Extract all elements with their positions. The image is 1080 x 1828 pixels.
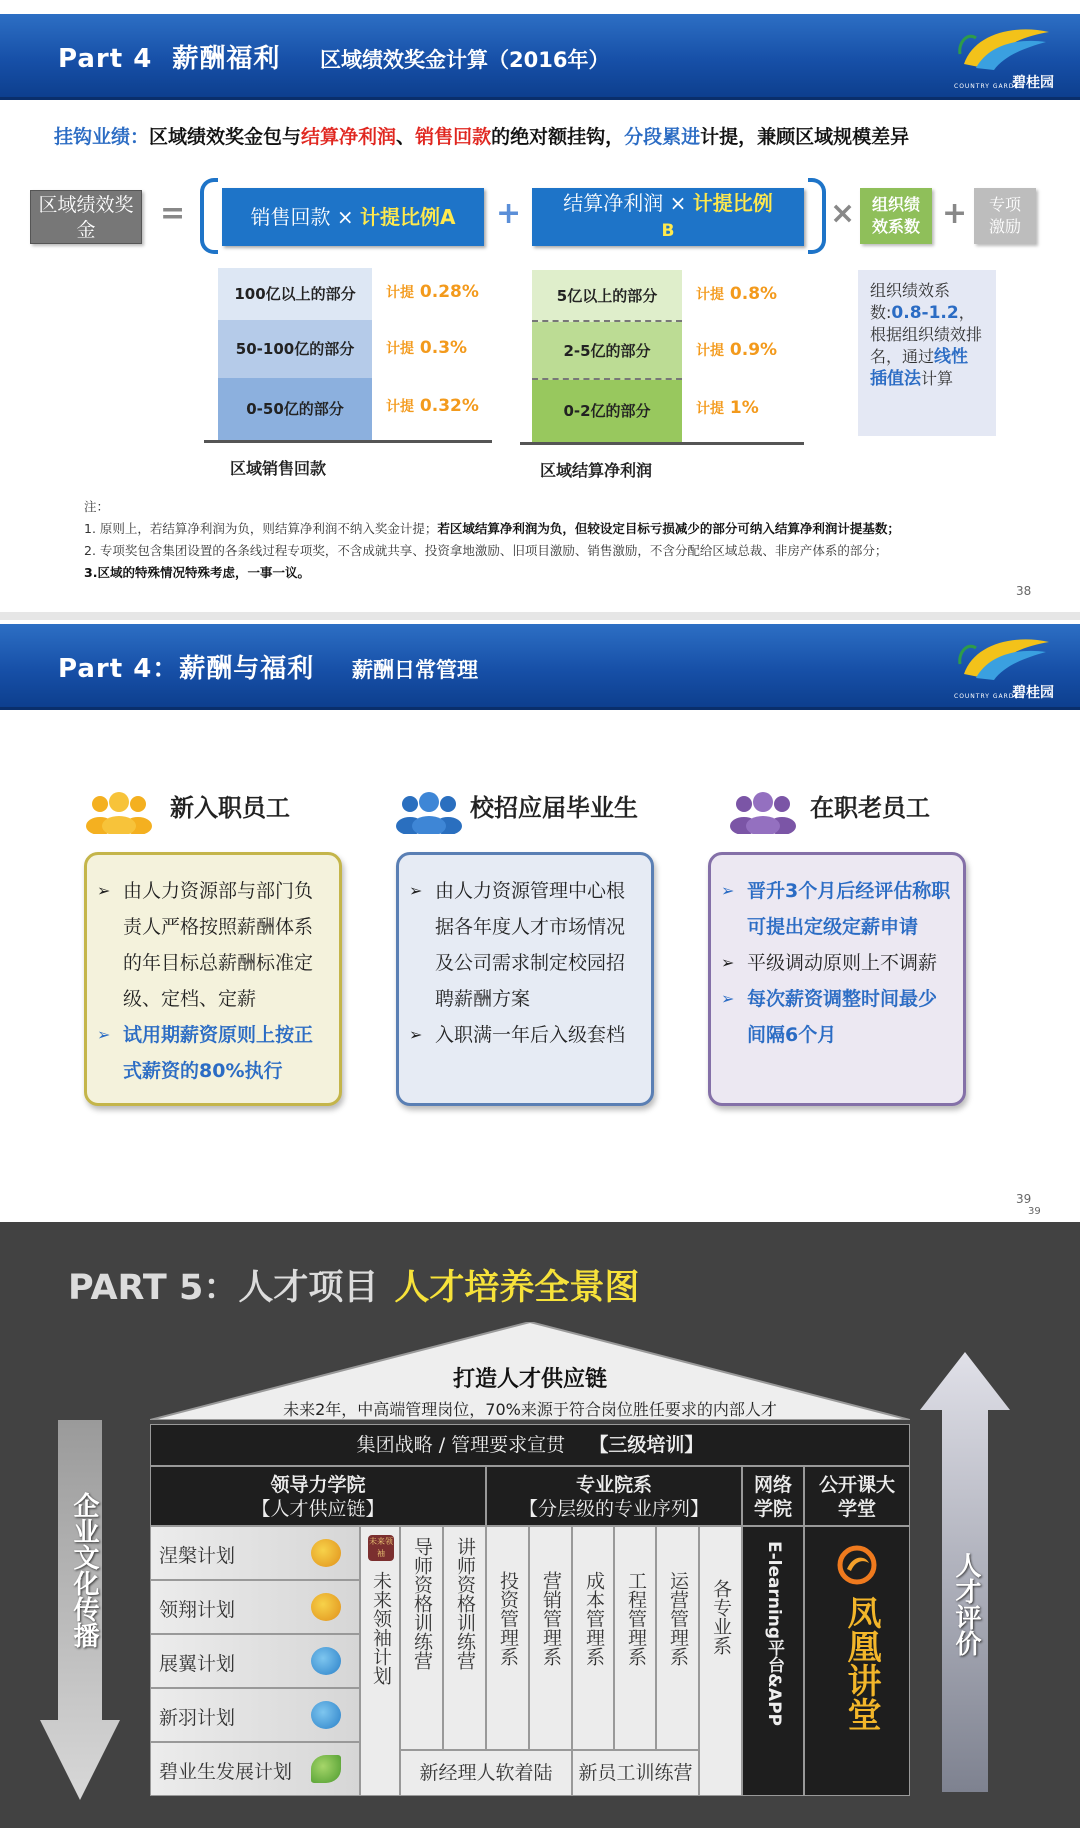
part-label: PART 5：人才项目 bbox=[68, 1268, 379, 1308]
mentor-camp: 导师资格训练营 bbox=[411, 1537, 433, 1670]
culture-communication-label: 企业文化传播 bbox=[69, 1492, 99, 1648]
profit-formula-box: 结算净利润 × 计提比例 B bbox=[532, 188, 804, 246]
mentor-camp-cell bbox=[400, 1526, 443, 1750]
plus-sign: + bbox=[496, 196, 522, 231]
special-incentive-box: 专项激励 bbox=[974, 188, 1036, 244]
org-coefficient-box: 组织绩效系数 bbox=[860, 188, 932, 244]
profit-axis-label: 区域结算净利润 bbox=[540, 461, 653, 480]
slide-separator bbox=[0, 612, 1080, 620]
card-item-highlight: 试用期薪资原则上按正式薪资的80%执行 bbox=[123, 1024, 314, 1082]
logo-subtext: COUNTRY GARDEN bbox=[954, 693, 1025, 700]
bird-logo-icon bbox=[311, 1593, 341, 1621]
column-title-new-hires: 新入职员工 bbox=[170, 794, 290, 822]
intro-line: 挂钩业绩：区域绩效奖金包与结算净利润、销售回款的绝对额挂钩，分段累进计提，兼顾区域规模差异 bbox=[54, 126, 910, 148]
card-item-highlight: 晋升3个月后经评估称职可提出定级定薪申请 bbox=[747, 880, 951, 938]
left-brace bbox=[200, 178, 218, 254]
country-garden-logo bbox=[954, 24, 1054, 94]
card-existing-staff bbox=[708, 852, 966, 1106]
org-coefficient-note: 组织绩效系数:0.8-1.2，根据组织绩效排名，通过线性插值法计算 bbox=[858, 270, 996, 436]
profit-tier-3: 0-2亿的部分 bbox=[532, 380, 682, 442]
right-brace bbox=[808, 178, 826, 254]
card-item: 平级调动原则上不调薪 bbox=[747, 952, 938, 974]
panorama-title: 人才培养全景图 bbox=[394, 1268, 640, 1308]
plan-xinyu: 新羽计划 bbox=[150, 1688, 360, 1742]
times-sign: × bbox=[830, 196, 856, 231]
arrow-icon: ➢ bbox=[721, 881, 735, 900]
sales-rate-2: 计提 0.3% bbox=[386, 338, 468, 358]
equals-sign: = bbox=[160, 196, 186, 231]
profit-rate-1: 计提 0.8% bbox=[696, 284, 778, 304]
talent-evaluation-label: 人才评价 bbox=[951, 1552, 981, 1656]
profit-tier-2: 2-5亿的部分 bbox=[532, 322, 682, 380]
logo-name: 碧桂园 bbox=[1012, 75, 1054, 91]
plan-nirvana: 涅槃计划 bbox=[150, 1526, 360, 1580]
slide-subtitle: 区域绩效奖金计算（2016年） bbox=[320, 48, 610, 72]
country-garden-logo bbox=[954, 634, 1054, 704]
sales-axis-line bbox=[204, 440, 492, 443]
arrow-icon: ➢ bbox=[409, 881, 423, 900]
plan-lingxiang: 领翔计划 bbox=[150, 1580, 360, 1634]
bird-logo-icon bbox=[311, 1647, 341, 1675]
sales-rate-1: 计提 0.28% bbox=[386, 282, 479, 302]
logo-name: 碧桂园 bbox=[1012, 685, 1054, 701]
sales-tier-3: 0-50亿的部分 bbox=[218, 378, 372, 440]
sales-formula-box: 销售回款 × 计提比例A bbox=[222, 188, 484, 246]
column-title-graduates: 校招应届毕业生 bbox=[470, 794, 638, 822]
future-leaders-badge: 未来领袖 bbox=[368, 1535, 394, 1561]
dept-operations: 运营管理系 bbox=[656, 1526, 699, 1750]
card-item: 由人力资源管理中心根据各年度人才市场情况及公司需求制定校园招聘薪酬方案 bbox=[435, 880, 626, 1010]
card-graduates bbox=[396, 852, 654, 1106]
new-manager-cell: 新经理人软着陆 bbox=[400, 1750, 572, 1796]
strategy-row: 集团战略 / 管理要求宣贯 【三级培训】 bbox=[150, 1424, 910, 1466]
arrow-icon: ➢ bbox=[97, 1025, 111, 1044]
sales-rate-3: 计提 0.32% bbox=[386, 396, 479, 416]
arrow-icon: ➢ bbox=[97, 881, 111, 900]
note-1: 1. 原则上，若结算净利润为负，则结算净利润不纳入奖金计提；若区域结算净利润为负，但较设定目标亏损减少的部分可纳入结算净利润计提基数； bbox=[84, 521, 900, 536]
lecturer-camp-cell bbox=[443, 1526, 486, 1750]
arrow-icon: ➢ bbox=[721, 953, 735, 972]
dept-engineering: 工程管理系 bbox=[614, 1526, 656, 1750]
elearning-cell bbox=[742, 1526, 804, 1796]
dept-cost: 成本管理系 bbox=[572, 1526, 614, 1750]
slide-title bbox=[68, 1260, 639, 1310]
supply-chain-subtitle: 未来2年，中高端管理岗位，70%来源于符合岗位胜任要求的内部人才 bbox=[283, 1400, 777, 1419]
card-item-highlight: 每次薪资调整时间最少间隔6个月 bbox=[747, 988, 938, 1046]
sales-tier-1: 100亿以上的部分 bbox=[218, 268, 372, 320]
supply-chain-title: 打造人才供应链 bbox=[452, 1367, 607, 1392]
bird-logo-icon bbox=[311, 1539, 341, 1567]
elearning-text: E-learning平台&APP bbox=[764, 1541, 784, 1726]
arrow-icon: ➢ bbox=[721, 989, 735, 1008]
phoenix-logo-icon bbox=[835, 1545, 879, 1585]
slide-bonus-calculation bbox=[0, 0, 1080, 612]
network-header: 网络学院 bbox=[742, 1466, 804, 1526]
page-number-duplicate: 39 bbox=[1028, 1206, 1041, 1217]
dept-others: 各专业系 bbox=[699, 1526, 742, 1796]
open-course-header: 公开课大学堂 bbox=[804, 1466, 910, 1526]
note-head: 注： bbox=[84, 499, 110, 514]
bird-logo-icon bbox=[311, 1701, 341, 1729]
arrow-icon: ➢ bbox=[409, 1025, 423, 1044]
people-group-icon bbox=[728, 790, 798, 834]
page-number: 39 bbox=[1016, 1192, 1032, 1206]
dept-marketing: 营销管理系 bbox=[529, 1526, 572, 1750]
logo-swirl-icon bbox=[954, 24, 1054, 74]
slide-talent-panorama bbox=[0, 1222, 1080, 1828]
leadership-header: 领导力学院 【人才供应链】 bbox=[150, 1466, 486, 1526]
card-item: 入职满一年后入级套档 bbox=[435, 1024, 626, 1046]
note-3: 3.区域的特殊情况特殊考虑，一事一议。 bbox=[84, 565, 310, 580]
slide-subtitle: 薪酬日常管理 bbox=[352, 658, 478, 682]
slide-header bbox=[0, 624, 1080, 710]
leaf-logo-icon bbox=[311, 1755, 341, 1783]
part-label: Part 4：薪酬与福利 bbox=[58, 654, 315, 684]
sales-axis-label: 区域销售回款 bbox=[230, 459, 327, 478]
plan-zhanyi: 展翼计划 bbox=[150, 1634, 360, 1688]
logo-subtext: COUNTRY GARDEN bbox=[954, 83, 1025, 90]
phoenix-lecture-cell bbox=[804, 1526, 910, 1796]
people-group-icon bbox=[84, 790, 154, 834]
note-2: 2. 专项奖包含集团设置的各条线过程专项奖，不含成就共享、投资拿地激励、旧项目激励、销售激励，不含分配给区域总裁、非房产体系的部分； bbox=[84, 543, 888, 558]
phoenix-lecture-text: 凤凰讲堂 bbox=[841, 1595, 881, 1731]
card-item: 由人力资源部与部门负责人严格按照薪酬体系的年目标总薪酬标准定级、定档、定薪 bbox=[123, 880, 314, 1010]
professional-header: 专业院系 【分层级的专业序列】 bbox=[486, 1466, 742, 1526]
future-leaders-cell bbox=[360, 1526, 400, 1796]
new-employee-cell: 新员工训练营 bbox=[572, 1750, 699, 1796]
dept-investment: 投资管理系 bbox=[486, 1526, 529, 1750]
column-title-existing-staff: 在职老员工 bbox=[810, 794, 930, 822]
footnotes bbox=[84, 496, 900, 584]
plus-sign-2: + bbox=[942, 196, 968, 231]
card-new-hires bbox=[84, 852, 342, 1106]
slide-header bbox=[0, 14, 1080, 100]
page-number: 38 bbox=[1016, 584, 1032, 598]
sales-tier-2: 50-100亿的部分 bbox=[218, 320, 372, 378]
part-title: 薪酬福利 bbox=[172, 44, 281, 74]
plan-biyesheng: 碧业生发展计划 bbox=[150, 1742, 360, 1796]
people-group-icon bbox=[394, 790, 464, 834]
profit-rate-3: 计提 1% bbox=[696, 398, 759, 418]
profit-tier-1: 5亿以上的部分 bbox=[532, 270, 682, 322]
part-label: Part 4 bbox=[58, 44, 153, 74]
logo-swirl-icon bbox=[954, 634, 1054, 684]
lecturer-camp: 讲师资格训练营 bbox=[454, 1537, 476, 1670]
slide-salary-management bbox=[0, 620, 1080, 1220]
profit-axis-line bbox=[520, 442, 804, 445]
profit-rate-2: 计提 0.9% bbox=[696, 340, 778, 360]
bonus-result-box: 区域绩效奖金 bbox=[30, 190, 142, 244]
future-leaders-plan: 未来领袖计划 bbox=[370, 1571, 392, 1685]
